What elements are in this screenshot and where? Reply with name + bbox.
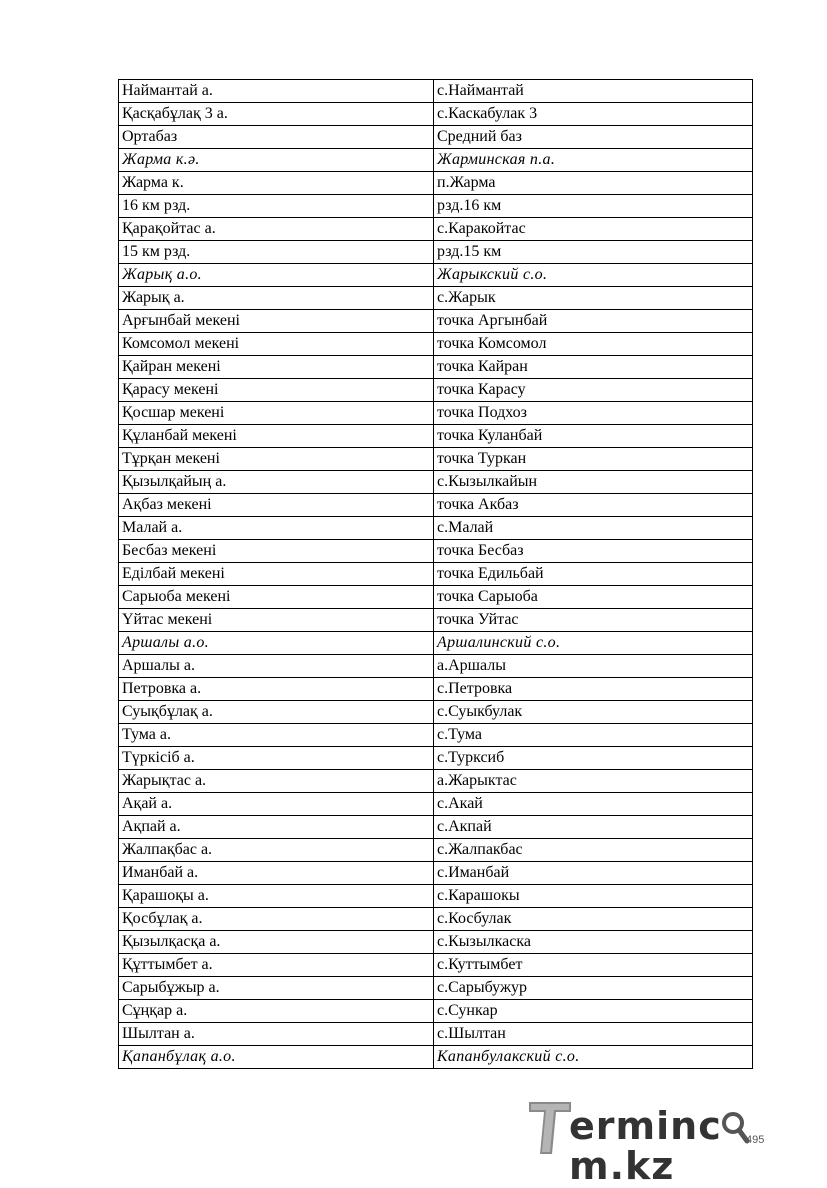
table-row [119,563,753,586]
cell-russian-name: точка Туркан [434,448,753,471]
cell-kazakh-name: 16 км рзд. [119,195,434,218]
logo-text [569,1106,817,1186]
cell-kazakh-name: Арғынбай мекені [119,310,434,333]
cell-kazakh-name: Малай а. [119,517,434,540]
cell-kazakh-name: Қосшар мекені [119,402,434,425]
cell-kazakh-name: Қызылқасқа а. [119,931,434,954]
cell-russian-name: точка Куланбай [434,425,753,448]
table-row [119,701,753,724]
table-row [119,1000,753,1023]
page-number: 495 [746,1134,765,1146]
cell-kazakh-name: Қарасу мекені [119,379,434,402]
cell-russian-name: с.Иманбай [434,862,753,885]
cell-russian-name: точка Комсомол [434,333,753,356]
logo-text-part-1: ermin [569,1104,699,1148]
table-row-district [119,1046,753,1069]
cell-russian-name: точка Акбаз [434,494,753,517]
cell-kazakh-name: Қасқабұлақ 3 а. [119,103,434,126]
table-row [119,471,753,494]
cell-russian-name: Жарыкский с.о. [434,264,753,287]
cell-russian-name: Капанбулакский с.о. [434,1046,753,1069]
cell-russian-name: с.Сарыбужур [434,977,753,1000]
cell-russian-name: с.Тума [434,724,753,747]
cell-russian-name: точка Подхоз [434,402,753,425]
table-row [119,609,753,632]
cell-russian-name: с.Жарык [434,287,753,310]
cell-kazakh-name: Қызылқайың а. [119,471,434,494]
cell-kazakh-name: Петровка а. [119,678,434,701]
table-row [119,402,753,425]
cell-kazakh-name: Аршалы а.о. [119,632,434,655]
cell-kazakh-name: Сарыоба мекені [119,586,434,609]
cell-russian-name: с.Кызылкайын [434,471,753,494]
cell-russian-name: точка Уйтас [434,609,753,632]
table-row [119,448,753,471]
cell-kazakh-name: Қарақойтас а. [119,218,434,241]
cell-kazakh-name: Жарма к. [119,172,434,195]
table-row [119,770,753,793]
table-row [119,310,753,333]
cell-kazakh-name: Үйтас мекені [119,609,434,632]
table-row [119,425,753,448]
cell-russian-name: с.Наймантай [434,80,753,103]
table-row [119,655,753,678]
logo-text-part-c: c [698,1104,722,1148]
cell-russian-name: точка Кайран [434,356,753,379]
table-row [119,103,753,126]
cell-kazakh-name: Қапанбұлақ а.о. [119,1046,434,1069]
cell-russian-name: с.Куттымбет [434,954,753,977]
table-row [119,379,753,402]
cell-kazakh-name: Сұңқар а. [119,1000,434,1023]
cell-russian-name: с.Карашокы [434,885,753,908]
table-row [119,218,753,241]
cell-russian-name: с.Суыкбулак [434,701,753,724]
table-row [119,908,753,931]
terms-table [118,79,753,1069]
terms-table-body [119,80,753,1069]
cell-kazakh-name: Құланбай мекені [119,425,434,448]
table-row-district [119,149,753,172]
cell-kazakh-name: Тұрқан мекені [119,448,434,471]
cell-russian-name: рзд.15 км [434,241,753,264]
cell-kazakh-name: Сарыбұжыр а. [119,977,434,1000]
table-row [119,80,753,103]
cell-russian-name: Жарминская п.а. [434,149,753,172]
table-row [119,494,753,517]
cell-russian-name: а.Аршалы [434,655,753,678]
table-row [119,931,753,954]
cell-kazakh-name: Шылтан а. [119,1023,434,1046]
table-row [119,724,753,747]
cell-kazakh-name: Түркісіб а. [119,747,434,770]
cell-russian-name: а.Жарыктас [434,770,753,793]
table-row [119,172,753,195]
cell-kazakh-name: Ортабаз [119,126,434,149]
cell-kazakh-name: Жарық а.о. [119,264,434,287]
table-row [119,885,753,908]
cell-russian-name: Средний баз [434,126,753,149]
cell-kazakh-name: Қарашоқы а. [119,885,434,908]
table-row [119,1023,753,1046]
table-row-district [119,264,753,287]
table-row [119,839,753,862]
cell-russian-name: с.Акпай [434,816,753,839]
cell-russian-name: точка Сарыоба [434,586,753,609]
cell-kazakh-name: Тума а. [119,724,434,747]
table-row [119,287,753,310]
cell-kazakh-name: Комсомол мекені [119,333,434,356]
cell-russian-name: с.Косбулак [434,908,753,931]
cell-russian-name: с.Жалпакбас [434,839,753,862]
cell-kazakh-name: Бесбаз мекені [119,540,434,563]
cell-russian-name: точка Карасу [434,379,753,402]
table-row [119,126,753,149]
table-row [119,517,753,540]
cell-russian-name: с.Каракойтас [434,218,753,241]
cell-kazakh-name: Жарықтас а. [119,770,434,793]
table-row-district [119,632,753,655]
cell-russian-name: с.Акай [434,793,753,816]
table-row [119,678,753,701]
cell-russian-name: рзд.16 км [434,195,753,218]
cell-russian-name: точка Бесбаз [434,540,753,563]
table-row [119,862,753,885]
table-row [119,356,753,379]
table-row [119,977,753,1000]
cell-russian-name: Аршалинский с.о. [434,632,753,655]
cell-russian-name: с.Петровка [434,678,753,701]
cell-kazakh-name: Наймантай а. [119,80,434,103]
cell-kazakh-name: Ақай а. [119,793,434,816]
cell-kazakh-name: Ақбаз мекені [119,494,434,517]
cell-russian-name: с.Кызылкаска [434,931,753,954]
table-row [119,816,753,839]
cell-russian-name: п.Жарма [434,172,753,195]
logo-text-part-2: m.kz [569,1144,675,1188]
cell-kazakh-name: Еділбай мекені [119,563,434,586]
cell-kazakh-name: Қосбұлақ а. [119,908,434,931]
cell-russian-name: с.Турксиб [434,747,753,770]
cell-russian-name: с.Сункар [434,1000,753,1023]
table-row [119,540,753,563]
table-row [119,793,753,816]
cell-russian-name: точка Едильбай [434,563,753,586]
cell-russian-name: точка Аргынбай [434,310,753,333]
magnifier-o-icon [722,1106,748,1146]
logo-t-icon [527,1100,573,1156]
cell-kazakh-name: Қайран мекені [119,356,434,379]
table-row [119,586,753,609]
table-row [119,241,753,264]
table-row [119,333,753,356]
cell-russian-name: с.Шылтан [434,1023,753,1046]
table-row [119,954,753,977]
cell-kazakh-name: Иманбай а. [119,862,434,885]
cell-kazakh-name: Құттымбет а. [119,954,434,977]
cell-kazakh-name: Суықбұлақ а. [119,701,434,724]
table-row [119,195,753,218]
cell-kazakh-name: 15 км рзд. [119,241,434,264]
cell-kazakh-name: Жарма к.ә. [119,149,434,172]
cell-kazakh-name: Жалпақбас а. [119,839,434,862]
cell-kazakh-name: Ақпай а. [119,816,434,839]
termincom-logo[interactable] [527,1100,817,1188]
cell-russian-name: с.Каскабулак 3 [434,103,753,126]
cell-russian-name: с.Малай [434,517,753,540]
cell-kazakh-name: Жарық а. [119,287,434,310]
table-row [119,747,753,770]
cell-kazakh-name: Аршалы а. [119,655,434,678]
